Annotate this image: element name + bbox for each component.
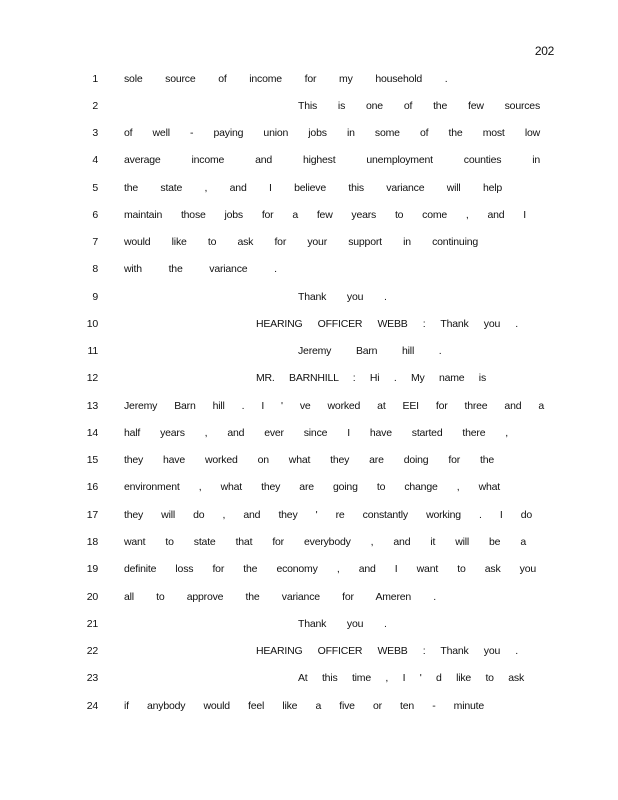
line-number: 13: [86, 400, 98, 412]
line-number: 17: [86, 509, 98, 521]
line-text: definite loss for the economy , and I want to ask you: [124, 563, 536, 575]
line-text: would like to ask for your support in continuing: [124, 236, 478, 248]
transcript-line: [0, 697, 618, 715]
line-text: with the variance .: [124, 263, 277, 275]
line-text: MR. BARNHILL : Hi . My name is: [256, 372, 486, 384]
line-text: HEARING OFFICER WEBB : Thank you .: [256, 318, 518, 330]
line-number: 10: [86, 318, 98, 330]
line-text: Thank you .: [298, 291, 387, 303]
line-text: if anybody would feel like a five or ten - minute: [124, 700, 484, 712]
transcript-line: [0, 260, 618, 278]
line-number: 11: [87, 345, 98, 357]
line-text: sole source of income for my household .: [124, 73, 448, 85]
line-number: 24: [86, 700, 98, 712]
line-number: 1: [92, 73, 98, 85]
line-number: 12: [86, 372, 98, 384]
line-text: half years , and ever since I have started there ,: [124, 427, 508, 439]
line-number: 22: [86, 645, 98, 657]
line-number: 18: [86, 536, 98, 548]
transcript-line: [0, 97, 618, 115]
transcript-line: [0, 533, 618, 551]
line-text: HEARING OFFICER WEBB : Thank you .: [256, 645, 518, 657]
line-number: 7: [92, 236, 98, 248]
transcript-line: [0, 342, 618, 360]
transcript-line: [0, 478, 618, 496]
line-text: This is one of the few sources: [298, 100, 540, 112]
line-text: the state , and I believe this variance will help: [124, 182, 502, 194]
transcript-line: [0, 397, 618, 415]
transcript-line: [0, 288, 618, 306]
line-text: At this time , I ' d like to ask: [298, 672, 524, 684]
transcript-line: [0, 669, 618, 687]
transcript-line: [0, 206, 618, 224]
page-number: 202: [534, 44, 554, 58]
line-number: 16: [86, 481, 98, 493]
line-text: average income and highest unemployment counties in: [124, 154, 540, 166]
line-text: Jeremy Barn hill . I ' ve worked at EEI for three and a: [124, 400, 544, 412]
line-number: 15: [86, 454, 98, 466]
transcript-line: [0, 179, 618, 197]
transcript-line: [0, 369, 618, 387]
line-number: 5: [92, 182, 98, 194]
line-text: they have worked on what they are doing for the: [124, 454, 494, 466]
line-number: 20: [86, 591, 98, 603]
transcript-line: [0, 642, 618, 660]
transcript-line: [0, 315, 618, 333]
line-number: 14: [86, 427, 98, 439]
line-number: 9: [92, 291, 98, 303]
line-number: 4: [92, 154, 98, 166]
transcript-line: [0, 124, 618, 142]
transcript-line: [0, 615, 618, 633]
transcript-line: [0, 451, 618, 469]
line-text: want to state that for everybody , and it will be a: [124, 536, 526, 548]
line-text: maintain those jobs for a few years to come , and I: [124, 209, 526, 221]
line-text: all to approve the variance for Ameren .: [124, 591, 436, 603]
line-number: 8: [92, 263, 98, 275]
transcript-line: [0, 506, 618, 524]
transcript-line: [0, 424, 618, 442]
line-text: Thank you .: [298, 618, 387, 630]
line-number: 6: [92, 209, 98, 221]
transcript-line: [0, 560, 618, 578]
transcript-line: [0, 70, 618, 88]
line-text: of well - paying union jobs in some of the most low: [124, 127, 540, 139]
line-text: Jeremy Barn hill .: [298, 345, 442, 357]
line-text: environment , what they are going to change , what: [124, 481, 500, 493]
transcript-line: [0, 588, 618, 606]
transcript-line: [0, 233, 618, 251]
line-number: 2: [92, 100, 98, 112]
line-text: they will do , and they ' re constantly working . I do: [124, 509, 532, 521]
line-number: 21: [86, 618, 98, 630]
line-number: 3: [92, 127, 98, 139]
line-number: 19: [86, 563, 98, 575]
line-number: 23: [86, 672, 98, 684]
transcript-line: [0, 151, 618, 169]
